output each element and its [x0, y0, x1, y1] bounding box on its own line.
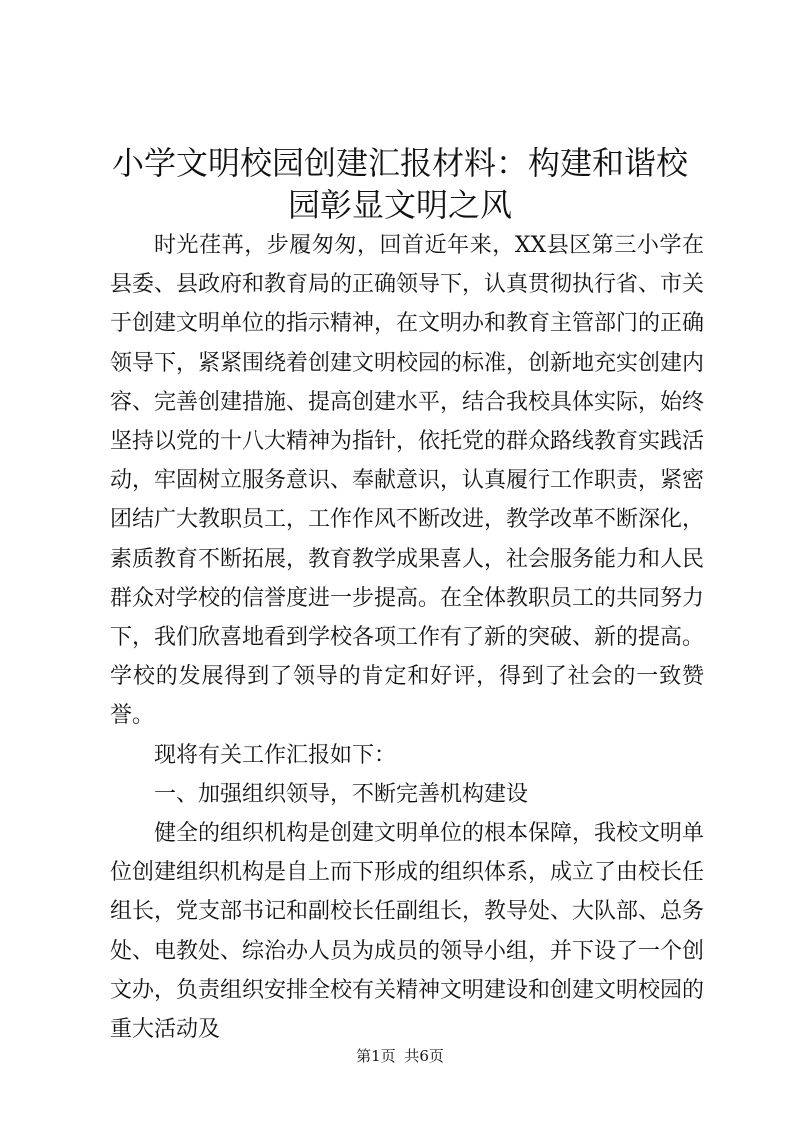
page-total: 共6页 — [404, 1047, 444, 1065]
paragraph-organization: 健全的组织机构是创建文明单位的根本保障，我校文明单位创建组织机构是自上而下形成的组织体系，成立了由校长任组长，党支部书记和副校长任副组长，教导处、大队部、总务处、电教处、综治办人员为成员的领导小组，并下设了一个创文办，负责组织安排全校有关精神文明建设和创建文明校园的重大活动及 — [110, 821, 705, 1043]
page-number: 第1页 — [356, 1047, 396, 1065]
paragraph-intro: 时光荏苒，步履匆匆，回首近年来，XX县区第三小学在县委、县政府和教育局的正确领导下，认真贯彻执行省、市关于创建文明单位的指示精神，在文明办和教育主管部门的正确领导下，紧紧围绕着创建文明校园的标准，创新地充实创建内容、完善创建措施、提高创建水平，结合我校具体实际，始终坚持以党的十八大精神为指针，依托党的群众路线教育实践活动，牢固树立服务意识、奉献意识，认真履行工作职责，紧密团结广大教职员工，工作作风不断改进，教学改革不断深化，素质教育不断拓展，教育教学成果喜人，社会服务能力和人民群众对学校的信誉度进一步提高。在全体教职员工的共同努力下，我们欣喜地看到学校各项工作有了新的突破、新的提高。学校的发展得到了领导的肯定和好评，得到了社会的一致赞誉。 — [110, 233, 705, 729]
paragraph-report-lead: 现将有关工作汇报如下： — [154, 742, 397, 768]
document-title: 小学文明校园创建汇报材料：构建和谐校园彰显文明之风 — [111, 144, 688, 224]
section-heading-1: 一、加强组织领导，不断完善机构建设 — [154, 781, 529, 807]
page-footer — [0, 1046, 800, 1066]
document-body — [110, 226, 704, 1049]
